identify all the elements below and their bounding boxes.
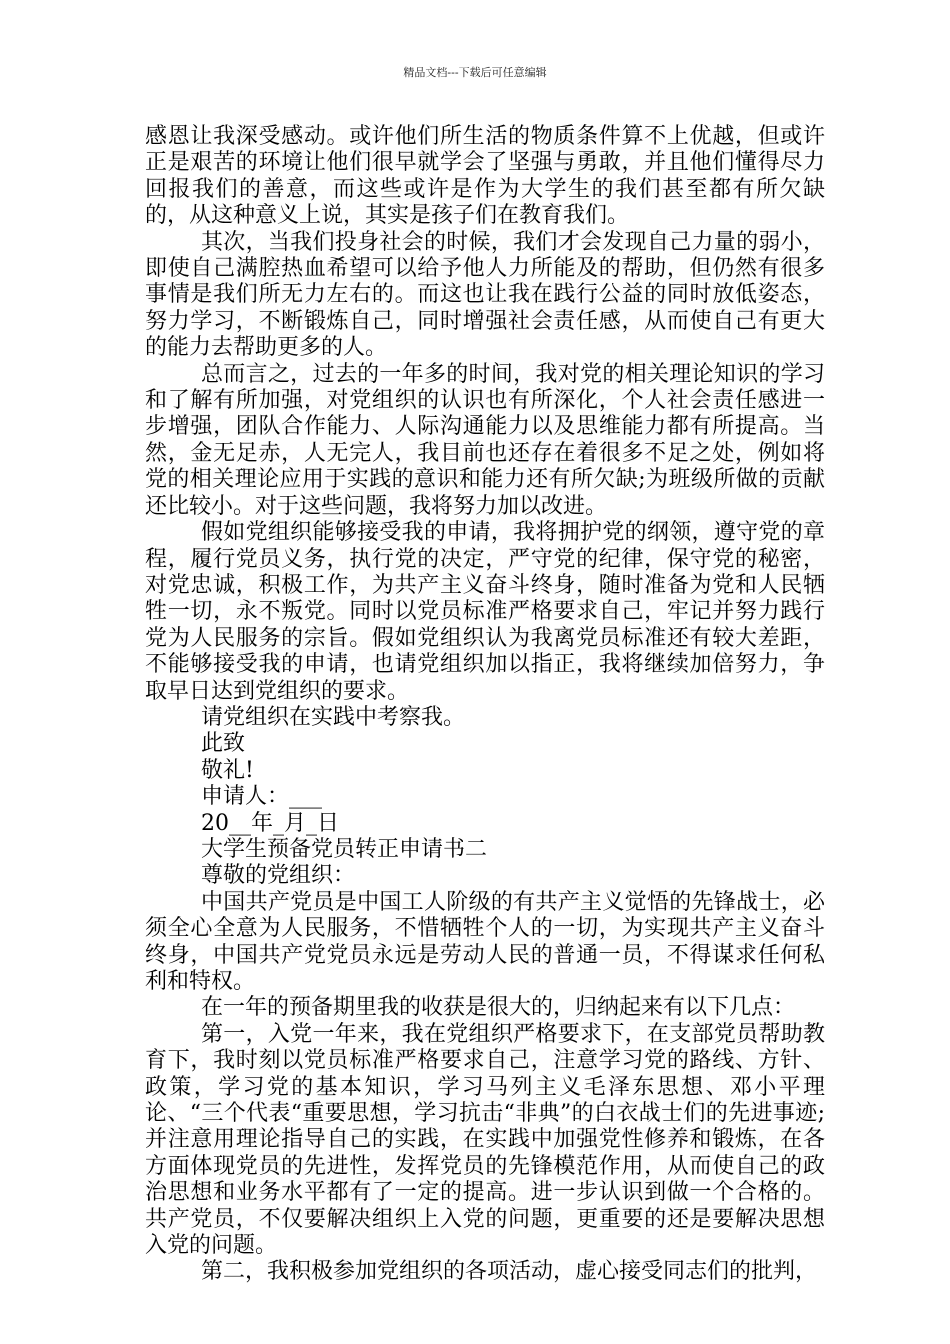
date-line: 20__年_月_日 bbox=[201, 810, 339, 836]
paragraph-secondly: 其次，当我们投身社会的时候，我们才会发现自己力量的弱小，即使自己满腔热血希望可以给予他人力所能及的帮助，但仍然有很多事情是我们所无力左右的。而这也让我在践行公益的同时放低姿态，努力学习，不断锻炼自己，同时增强社会责任感，从而使自己有更大的能力去帮助更多的人。 bbox=[145, 229, 825, 361]
applicant-line: 申请人：___ bbox=[201, 784, 323, 810]
greeting-line: 尊敬的党组织： bbox=[201, 863, 356, 889]
closing-salutation: 此致 bbox=[201, 731, 246, 757]
paragraph-pledge: 假如党组织能够接受我的申请，我将拥护党的纲领，遵守党的章程，履行党员义务，执行党的决定，严守党的纪律，保守党的秘密，对党忠诚，积极工作，为共产主义奋斗终身，随时准备为党和人民牺牲一切，永不叛党。同时以党员标准严格要求自己，牢记并努力践行党为人民服务的宗旨。假如党组织认为我离党员标准还有较大差距，不能够接受我的申请，也请党组织加以指正，我将继续加倍努力，争取早日达到党组织的要求。 bbox=[145, 520, 825, 704]
section-title: 大学生预备党员转正申请书二 bbox=[201, 836, 488, 862]
paragraph-gains-intro: 在一年的预备期里我的收获是很大的，归纳起来有以下几点： bbox=[201, 995, 796, 1021]
paragraph-party-member: 中国共产党员是中国工人阶级的有共产主义觉悟的先锋战士，必须全心全意为人民服务，不惜牺牲个人的一切，为实现共产主义奋斗终身，中国共产党党员永远是劳动人民的普通一员，不得谋求任何私利和特权。 bbox=[145, 889, 825, 994]
paragraph-request: 请党组织在实践中考察我。 bbox=[201, 704, 466, 730]
closing-regards: 敬礼! bbox=[201, 757, 254, 783]
document-body bbox=[145, 124, 825, 1286]
paragraph-summary: 总而言之，过去的一年多的时间，我对党的相关理论知识的学习和了解有所加强，对党组织的认识也有所深化，个人社会责任感进一步增强，团队合作能力、人际沟通能力以及思维能力都有所提高。当然，金无足赤，人无完人，我目前也还存在着很多不足之处，例如将党的相关理论应用于实践的意识和能力还有所欠缺;为班级所做的贡献还比较小。对于这些问题，我将努力加以改进。 bbox=[145, 361, 825, 519]
paragraph-second-point: 第二，我积极参加党组织的各项活动，虚心接受同志们的批判， bbox=[201, 1259, 818, 1285]
paragraph-gratitude: 感恩让我深受感动。或许他们所生活的物质条件算不上优越，但或许正是艰苦的环境让他们很早就学会了坚强与勇敢，并且他们懂得尽力回报我们的善意，而这些或许是作为大学生的我们甚至都有所欠缺的，从这种意义上说，其实是孩子们在教育我们。 bbox=[145, 124, 825, 229]
paragraph-first-point: 第一，入党一年来，我在党组织严格要求下，在支部党员帮助教育下，我时刻以党员标准严格要求自己，注意学习党的路线、方针、政策，学习党的基本知识，学习马列主义毛泽东思想、邓小平理论、“三个代表“重要思想，学习抗击“非典”的白衣战士们的先进事迹;并注意用理论指导自己的实践，在实践中加强党性修养和锻炼，在各方面体现党员的先进性，发挥党员的先锋模范作用，从而使自己的政治思想和业务水平都有了一定的提高。进一步认识到做一个合格的。共产党员，不仅要解决组织上入党的问题，更重要的还是要解决思想入党的问题。 bbox=[145, 1021, 825, 1259]
page-header: 精品文档---下载后可任意编辑 bbox=[403, 66, 547, 79]
